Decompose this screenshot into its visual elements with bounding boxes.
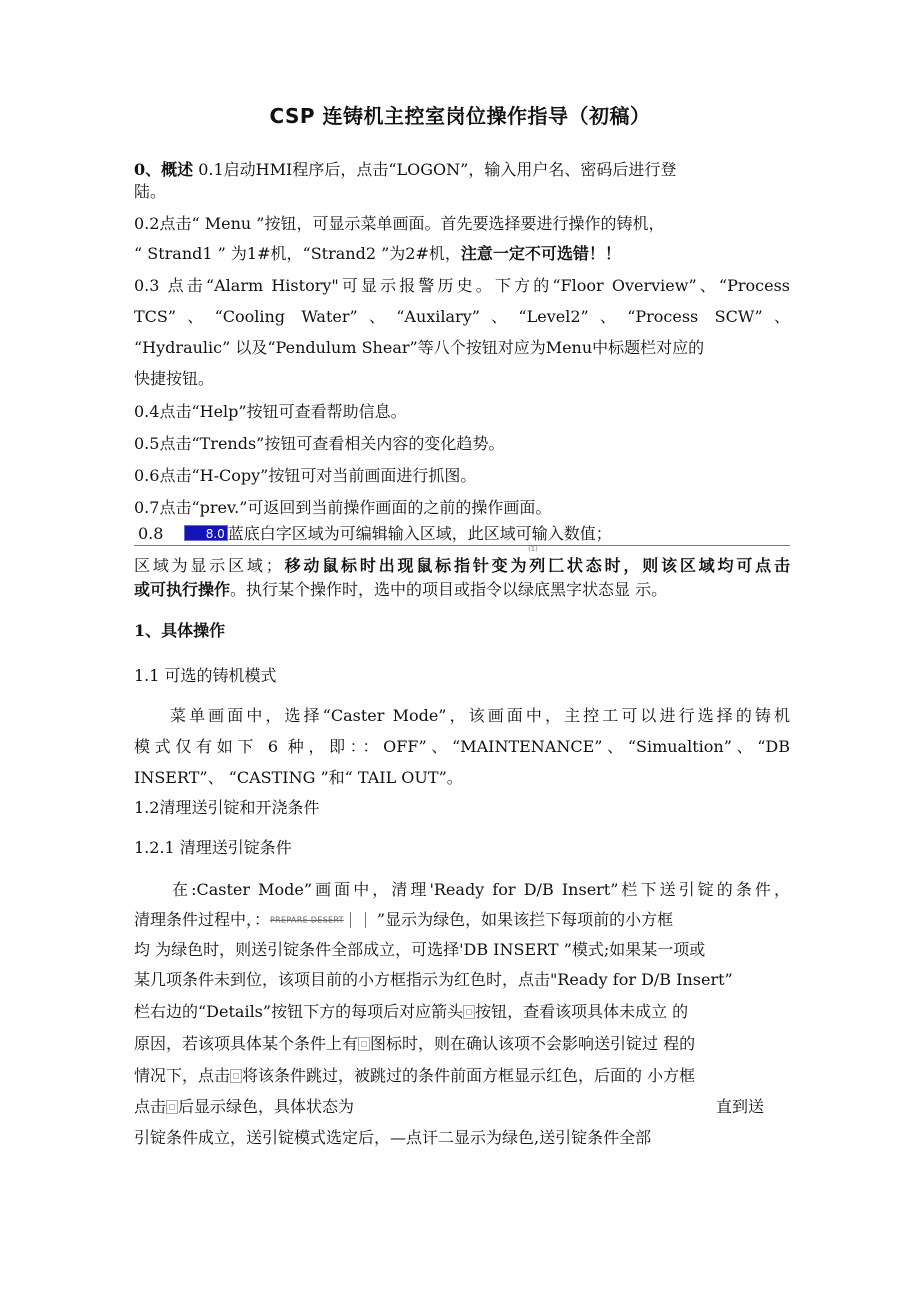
skip-icon (166, 1100, 178, 1114)
para-0-5: 0.5点击“Trends”按钮可查看相关内容的变化趋势。 (134, 434, 505, 453)
para-0-3-line2: TCS”、“Cooling Water”、“Auxilary”、“Level2”、“Process SCW”、 (134, 307, 790, 326)
para-1-2-1-line2: 清理条件过程中，：PREPARE DESERT ”显示为绿色，如果该拦下每项前的小方框 (134, 910, 674, 929)
arrow-button-icon (463, 1005, 475, 1019)
para-0-1-line1: 0、概述 0.1启动HMI程序后，点击“LOGON”，输入用户名、密码后进行登 (134, 160, 677, 179)
para-0-8-line1: 0.8 8.0 蓝底白字区域为可编辑输入区域，此区域可输入数值； (138, 524, 612, 543)
section-1-heading: 1、具体操作 (134, 621, 226, 640)
page-title: CSP 连铸机主控室岗位操作指导（初稿） (269, 104, 651, 128)
para-1-1-line1: 菜单画面中，选择“Caster Mode”，该画面中，主控工可以进行选择的铸机 (170, 706, 790, 725)
section-1-2-1-heading: 1.2.1 清理送引锭条件 (134, 838, 292, 857)
para-0-3-line3: “Hydraulic” 以及“Pendulum Shear”等八个按钮对应为Menu中标题栏对应的 (134, 338, 705, 357)
para-1-1-line3: INSERT”、 “CASTING ”和“ TAIL OUT”。 (134, 768, 463, 787)
para-1-2-1-line3: 均 为绿色时，则送引锭条件全部成立，可选择'DB INSERT ”模式;如果某一项或 (134, 940, 706, 959)
section-0-heading: 0、概述 (134, 160, 194, 179)
para-1-2-1-line8-right: 直到送 (716, 1097, 765, 1116)
para-0-2-line1: 0.2点击“ Menu ”按钮，可显示菜单画面。首先要选择要进行操作的铸机， (134, 214, 665, 233)
para-1-2-1-line1: 在:Caster Mode”画面中，清理'Ready for D/B Insert”栏下送引锭的条件， (172, 880, 790, 899)
section-1-1-heading: 1.1 可选的铸机模式 (134, 666, 277, 685)
skip-icon (358, 1037, 370, 1051)
para-1-2-1-line8: 点击 后显示绿色，具体状态为 (134, 1097, 355, 1116)
status-box-icon (350, 912, 366, 928)
para-0-1-line2: 陆。 (134, 182, 167, 201)
para-0-7: 0.7点击“prev.”可返回到当前操作画面的之前的操作画面。 (134, 498, 552, 517)
para-1-2-1-line4: 某几项条件未到位，该项目前的小方框指示为红色时，点击"Ready for D/B Insert” (134, 970, 733, 989)
para-0-3-line4: 快捷按钮。 (134, 369, 215, 388)
cursor-mark-icon: (1) (528, 545, 538, 553)
para-0-6: 0.6点击“H-Copy”按钮可对当前画面进行抓图。 (134, 466, 477, 485)
para-1-2-1-line9: 引锭条件成立，送引锭模式选定后，—点讦二显示为绿色,送引锭条件全部 (134, 1128, 652, 1147)
para-0-3-line1: 0.3 点击“Alarm History"可显示报警历史。下方的“Floor Overview”、“Process (134, 276, 790, 295)
editable-field-sample: 8.0 (184, 525, 228, 541)
para-0-8-line2: 区域为显示区域；移动鼠标时出现鼠标指针变为列匚状态时，则该区域均可点击 (134, 556, 790, 575)
para-1-2-1-line7: 情况下，点击 将该条件跳过，被跳过的条件前面方框显示红色，后面的 小方框 (134, 1066, 696, 1085)
para-0-2-line2: “ Strand1 ” 为1#机，“Strand2 ”为2#机，注意一定不可选错！！ (134, 244, 621, 263)
para-1-1-line2: 模式仅有如下 6 种，即：：OFF”、“MAINTENANCE”、“Simualtion”、“DB (134, 737, 790, 756)
divider-line (134, 545, 790, 546)
skip-icon (230, 1069, 242, 1083)
prepare-desert-label: PREPARE DESERT (270, 915, 344, 925)
para-1-2-1-line5: 栏右边的“Details”按钮下方的每项后对应箭头 按钮，查看该项具体未成立 的 (134, 1002, 689, 1021)
para-1-2-1-line6: 原因，若该项具体某个条件上有 图标时，则在确认该项不会影响送引锭过 程的 (134, 1034, 696, 1053)
para-0-4: 0.4点击“Help”按钮可查看帮助信息。 (134, 402, 407, 421)
para-0-8-line3: 或可执行操作。执行某个操作时，选中的项目或指令以绿底黑字状态显 示。 (134, 580, 668, 599)
section-1-2-heading: 1.2清理送引锭和开浇条件 (134, 798, 320, 817)
